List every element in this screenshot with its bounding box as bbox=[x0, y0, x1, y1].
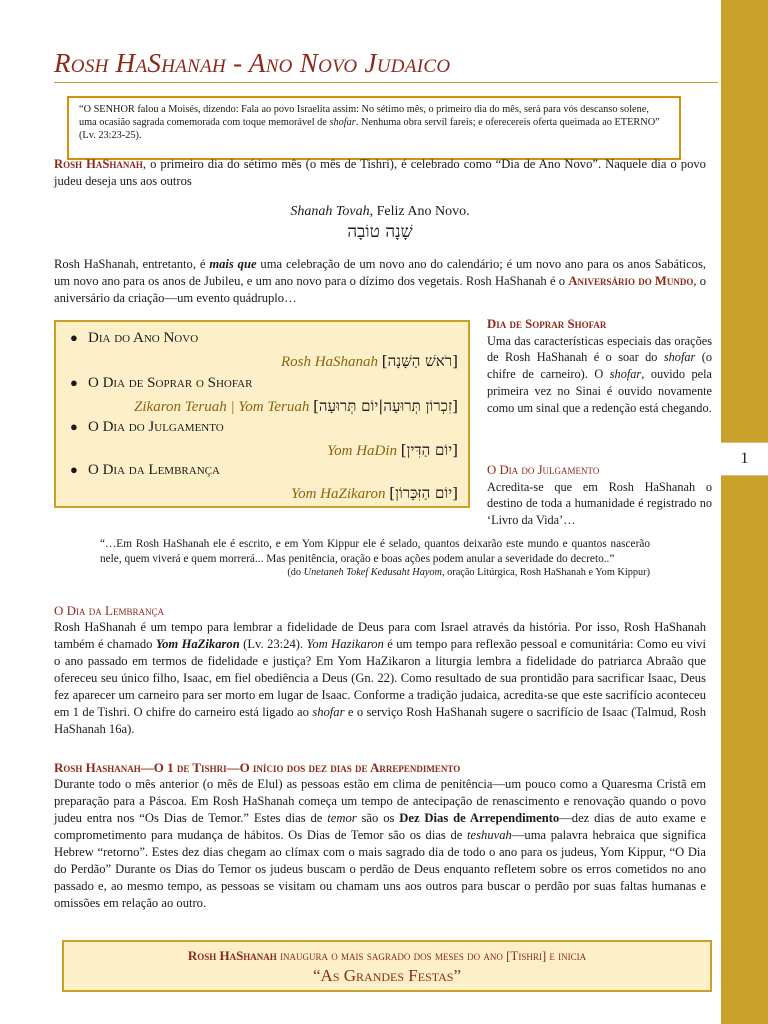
high-holidays-box bbox=[62, 940, 712, 992]
intro-paragraph bbox=[54, 156, 706, 190]
judgment-heading: O Dia do Julgamento bbox=[487, 463, 600, 477]
epigraph-emphasis: shofar bbox=[329, 117, 356, 128]
list-item-sub bbox=[134, 397, 458, 416]
bullet-icon: ● bbox=[70, 330, 78, 345]
para2-anniversary: Aniversário do Mundo bbox=[568, 274, 694, 288]
list-item-transliteration: Rosh HaShanah bbox=[280, 354, 379, 370]
sec4-em1: temor bbox=[327, 811, 357, 825]
side1-b: (o chifre de carneiro). O bbox=[487, 350, 712, 382]
sec3-em2: shofar bbox=[312, 705, 345, 719]
list-item-hebrew: [יוֹם הַדִּין] bbox=[400, 441, 458, 459]
list-item-head: O Dia da Lembrança bbox=[88, 462, 220, 478]
para2-c: , o aniversário da criação—um evento quádruplo… bbox=[54, 274, 707, 305]
side1-c: , ouvido pela primeira vez no Sinai é ouvido novamente como um sinal que a redenção está chegando. bbox=[487, 367, 712, 415]
greeting-hebrew: שָׁנָה טוֹבָה bbox=[347, 222, 413, 242]
intro-lead: Rosh HaShanah bbox=[54, 157, 143, 171]
list-item-head: O Dia do Julgamento bbox=[88, 419, 224, 435]
para2-emphasis: mais que bbox=[209, 257, 257, 271]
list-item bbox=[70, 375, 252, 392]
epigraph-text-b: . Nenhuma obra servil fareis; e oferecereis oferta queimada ao ETERNO” (Lv. 23:23-25). bbox=[79, 117, 660, 141]
sec3-em: Yom Hazikaron bbox=[306, 637, 384, 651]
shofar-sidebar-text bbox=[487, 316, 712, 416]
sec4-em2: teshuvah bbox=[467, 828, 512, 842]
greeting-hebrew-line bbox=[54, 222, 706, 242]
sec4-strong: Dez Dias de Arrependimento bbox=[399, 811, 560, 825]
sec3-d: e o serviço Rosh HaShanah sugere o sacrifício de Isaac (Talmud, Rosh HaShanah 16a). bbox=[54, 705, 707, 736]
high-holidays-line1 bbox=[64, 948, 710, 964]
list-item-transliteration: Yom HaDin bbox=[327, 443, 398, 459]
list-item-sub bbox=[291, 484, 458, 503]
sec4-d: —uma palavra hebraica que significa Hebrew “retorno”. Estes dez dias chegam ao clímax com o mais sagrado dia de todo o ano para os judeus, Yom Kippur, “O Dia do Perdão” Durante os Dias do Temor os judeus buscam o perdão de Deus enquanto refletem sobre os erros cometidos no ano passado e, ao mesmo tempo, as pessoas se visitam ou chamam uns aos outros para buscar o perdão por suas faltas humanas e omissões em relação ao outro. bbox=[54, 828, 706, 910]
sec3-b: (Lv. 23:24). bbox=[239, 637, 307, 651]
list-item-head: Dia do Ano Novo bbox=[88, 330, 199, 346]
sec4-b: são os bbox=[356, 811, 400, 825]
side1-em1: shofar bbox=[663, 350, 696, 365]
epigraph-text-a: “O SENHOR falou a Moisés, dizendo: Fala ao povo Israelita assim: No sétimo mês, o primeiro dia do mês, será para vós descanso solene, uma ocasião sagrada comemorada com toque memorável de bbox=[79, 104, 649, 128]
gold-sidebar bbox=[721, 0, 768, 1024]
sec3-c: é um tempo para reflexão pessoal e comunitária: Como eu vivi o ano passado em termos de fidelidade e justiça? Em Yom HaZikaron a liturgia lembra a fidelidade do patriarca Abraão que ofereceu seu único filho, Isaac, em fiel obediência a Deus (Gn. 22). Como resultado de sua prontidão para sacrificar Isaac, Deus fez aparecer um carneiro para ser morto em lugar de Isaac. Conforme a tradição judaica, acredita-se que este sacrifício aconteceu em 1 de Tishri. O chifre do carneiro está ligado ao bbox=[54, 637, 706, 719]
sec4-c: —dez dias de auto exame e comprometimento para mudança de hábitos. Os Dias de Temor são os dias de bbox=[54, 811, 706, 842]
judgment-sidebar-text bbox=[487, 462, 712, 529]
list-item bbox=[70, 330, 198, 347]
citation-emphasis: Unetaneh Tokef Kedusaht Hayom bbox=[303, 567, 442, 578]
list-item-hebrew: [זִכְרוֹן תְּרוּעָה|יוֹם תְּרוּעָה] bbox=[313, 397, 458, 415]
greeting-rest: , Feliz Ano Novo. bbox=[369, 204, 470, 219]
list-item bbox=[70, 462, 220, 479]
side2-text: Acredita-se que em Rosh HaShanah o destino de toda a humanidade é registrado no ‘Livro da Vida’… bbox=[487, 479, 712, 528]
list-item-sub bbox=[281, 352, 458, 371]
greeting-emphasis: Shanah Tovah bbox=[290, 204, 370, 219]
remembrance-heading: O Dia da Lembrança bbox=[54, 603, 164, 618]
shofar-heading: Dia de Soprar Shofar bbox=[487, 317, 607, 331]
list-item-transliteration: Yom HaZikaron bbox=[291, 486, 386, 502]
sec3-strong: Yom HaZikaron bbox=[155, 637, 240, 651]
sec4-a: Durante todo o mês anterior (o mês de Elul) as pessoas estão em clima de penitência—um pouco como a Quaresma Cristã em preparação para a Páscoa. Em Rosh HaShanah começa um tempo de antecipação de renascimento e renovação quando o povo judeu entra nos “Os Dias de Temor.” Estes dias de bbox=[54, 777, 706, 825]
sec3-a: Rosh HaShanah é um tempo para lembrar a fidelidade de Deus para com Israel através da história. Por isso, Rosh HaShanah também é chamado bbox=[54, 620, 706, 651]
remembrance-paragraph bbox=[54, 619, 706, 738]
footer-lead: Rosh HaShanah bbox=[187, 948, 277, 963]
list-item-transliteration: Zikaron Teruah | Yom Teruah bbox=[134, 399, 310, 415]
para2-b: uma celebração de um novo ano do calendário; é um novo ano para os anos Sabáticos, um novo ano para os anos de Jubileu, e um ano novo para o dízimo dos vegetais. Rosh HaShanah é o bbox=[54, 257, 707, 288]
citation-b: , oração Litúrgica, Rosh HaShanah e Yom Kippur) bbox=[442, 567, 650, 578]
fourfold-event-list bbox=[54, 320, 470, 508]
page-title: Rosh HaShanah - Ano Novo Judaico bbox=[54, 48, 451, 78]
greeting-line bbox=[54, 204, 706, 220]
liturgy-citation bbox=[100, 566, 650, 581]
list-item-hebrew: [רֹאשׁ הַשָּׁנָה] bbox=[381, 352, 458, 370]
bullet-icon: ● bbox=[70, 462, 78, 477]
liturgy-quote bbox=[100, 537, 650, 581]
intro-text: , o primeiro dia do sétimo mês (o mês de Tishri), é celebrado como “Dia de Ano Novo”. Naquele dia o povo judeu deseja uns aos outros bbox=[54, 157, 706, 188]
side1-a: Uma das características especiais das orações de Rosh HaShanah é o soar do bbox=[487, 333, 712, 365]
high-holidays-line2: “As Grandes Festas” bbox=[313, 966, 461, 985]
repentance-heading: Rosh Hashanah—O 1 de Tishri—O início dos dez dias de Arrependimento bbox=[54, 760, 461, 775]
repentance-paragraph bbox=[54, 776, 706, 912]
bullet-icon: ● bbox=[70, 375, 78, 390]
list-item-head: O Dia de Soprar o Shofar bbox=[88, 375, 253, 391]
anniversary-paragraph bbox=[54, 256, 706, 307]
citation-a: (do bbox=[287, 567, 304, 578]
list-item-hebrew: [יוֹם הַזִּכָּרוֹן] bbox=[389, 484, 458, 502]
footer-line1: inaugura o mais sagrado dos meses do ano [Tishri] e inicia bbox=[276, 948, 587, 963]
epigraph-quote-box bbox=[67, 96, 681, 160]
list-item-sub bbox=[327, 441, 458, 460]
list-item bbox=[70, 419, 224, 436]
para2-a: Rosh HaShanah, entretanto, é bbox=[54, 257, 210, 271]
page-number: 1 bbox=[721, 442, 768, 476]
liturgy-quote-text: “…Em Rosh HaShanah ele é escrito, e em Yom Kippur ele é selado, quantos deixarão este mundo e quantos nascerão nele, quem viverá e quem morrerá... Mas penitência, oração e boas ações podem anular a severidade do decreto..” bbox=[100, 538, 650, 565]
side1-em2: shofar bbox=[609, 367, 642, 382]
bullet-icon: ● bbox=[70, 419, 78, 434]
title-divider bbox=[54, 82, 718, 83]
